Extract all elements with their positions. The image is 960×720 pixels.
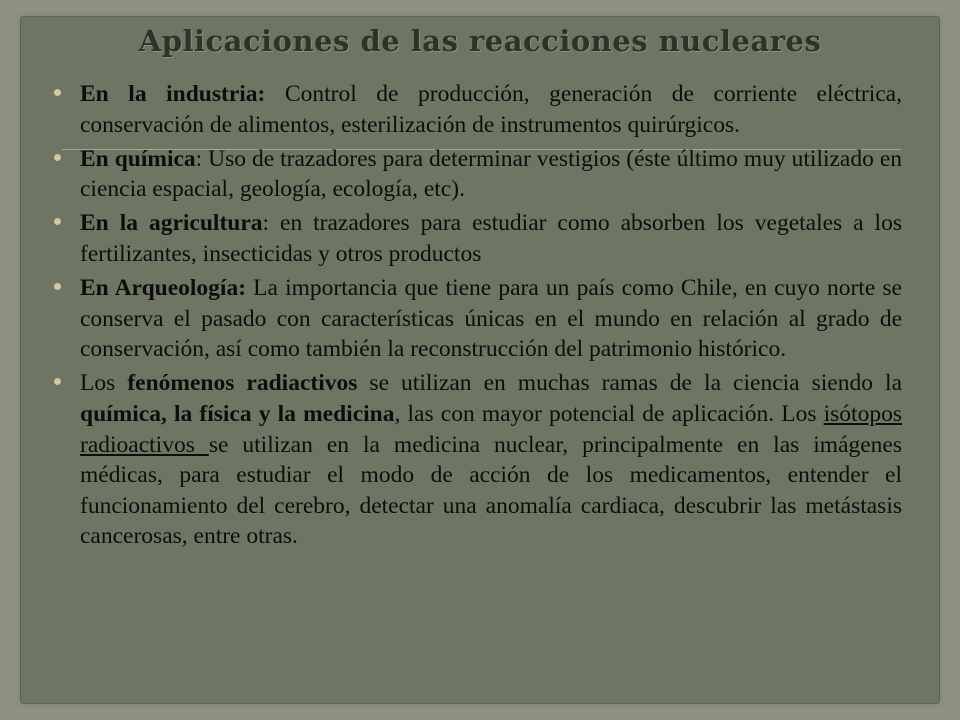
bullet-text: química, la física y la medicina [80,400,395,427]
bullet-dot-icon [54,283,61,290]
bullet-text: , las con mayor potencial de aplicación. Los [394,400,824,427]
bullet-item [54,368,902,552]
slide-title: Aplicaciones de las reacciones nucleares [138,24,822,58]
bullet-text: : en trazadores para estudiar como absorben los vegetales a los fertilizantes, insecticidas y otros productos [80,210,902,267]
bullet-item [54,144,902,205]
bullet-text: se utilizan en la medicina nuclear, principalmente en las imágenes médicas, para estudiar el modo de acción de los medicamentos, entender el funcionamiento del cerebro, detectar una anomalía cardiaca, descubrir las metástasis cancerosas, entre otras. [80,431,902,550]
bullet-text: En Arqueología: [80,275,247,302]
bullet-text: En química [80,145,196,172]
bullet-text: isótopos radioactivos [80,400,902,458]
bullet-list [54,79,902,555]
bullet-text: : Uso de trazadores para determinar vestigios (éste último muy utilizado en ciencia espacial, geología, ecología, etc). [80,145,902,203]
bullet-dot-icon [54,378,61,385]
bullet-dot-icon [54,89,61,96]
bullet-text: se utilizan en muchas ramas de la ciencia siendo la [357,370,902,397]
bullet-item [54,208,902,269]
bullet-dot-icon [54,218,61,225]
bullet-text: En la agricultura [80,210,263,237]
bullet-text: Control de producción, generación de corriente eléctrica, conservación de alimentos, esterilización de instrumentos quirúrgicos. [80,81,902,138]
bullet-text: La importancia que tiene para un país como Chile, en cuyo norte se conserva el pasado con características únicas en el mundo en relación al grado de conservación, así como también la reconstrucción del patrimonio histórico. [80,275,902,363]
bullet-text: fenómenos radiactivos [127,370,358,397]
bullet-text: Los [80,370,128,397]
bullet-item [54,79,902,140]
bullet-text: En la industria: [80,81,266,107]
bullet-dot-icon [54,154,61,161]
bullet-item [54,273,902,365]
